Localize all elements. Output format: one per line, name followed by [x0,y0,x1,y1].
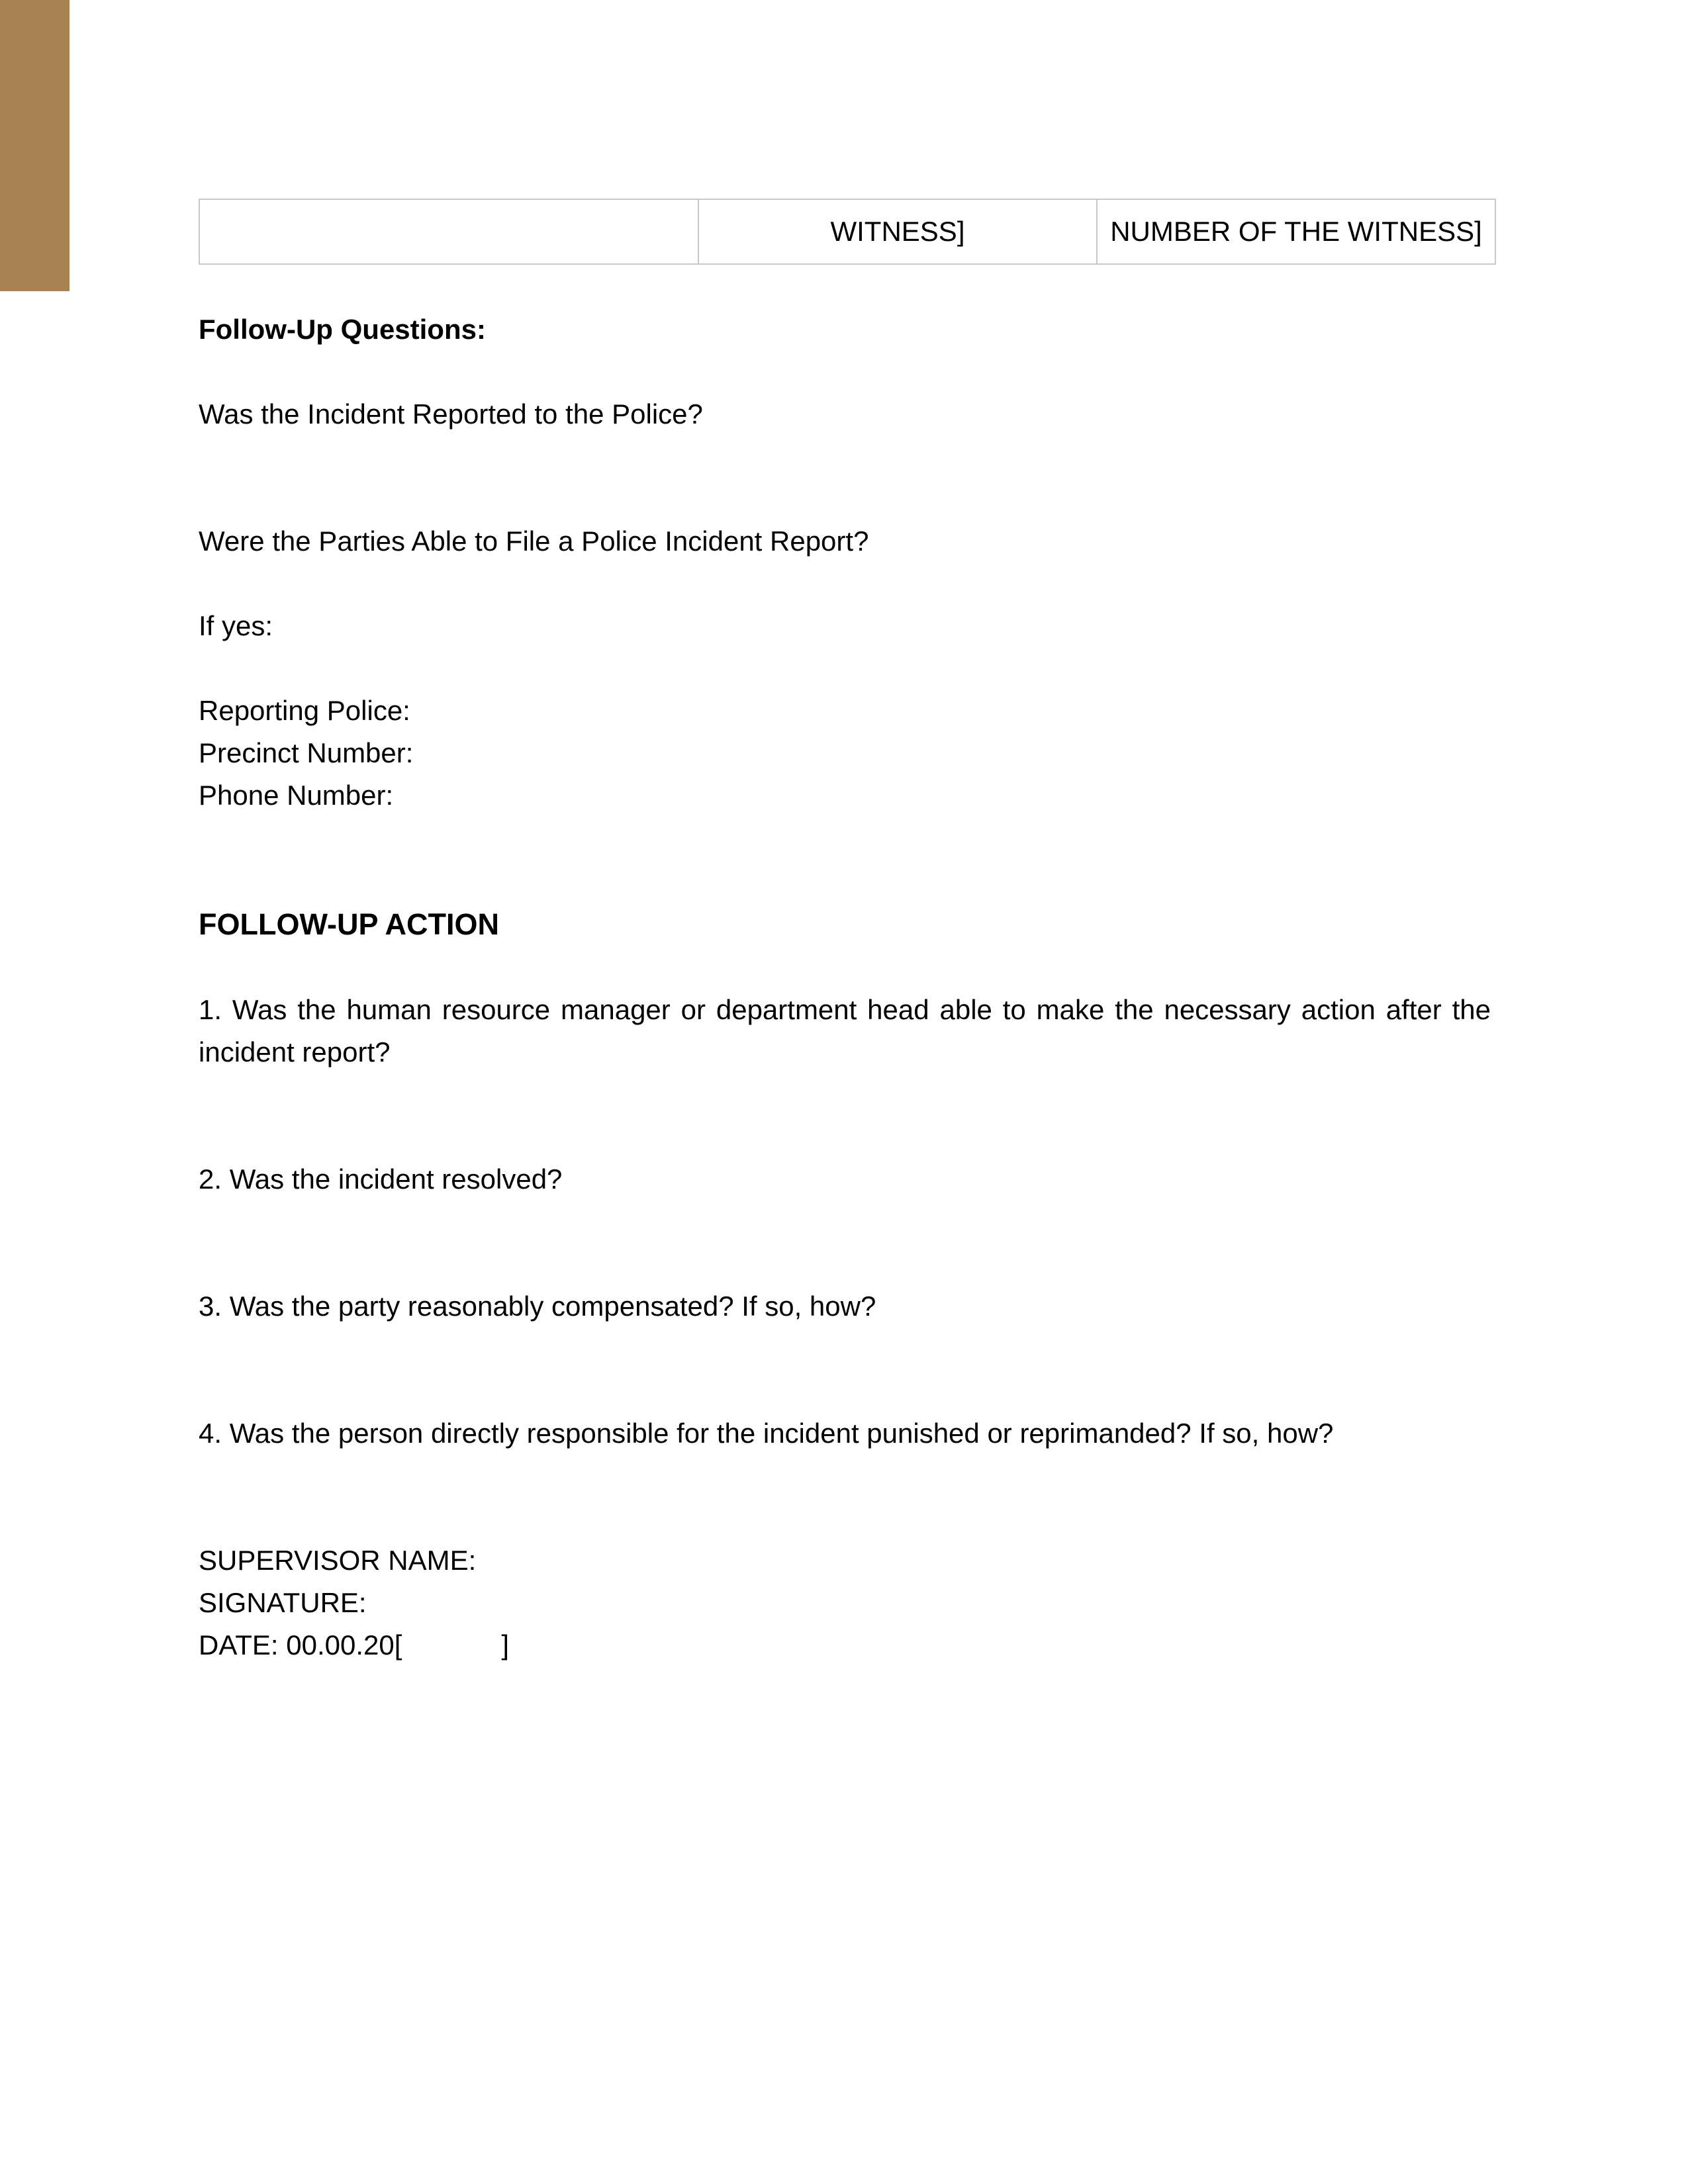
reporting-police-label: Reporting Police: [199,695,410,726]
supervisor-name-label: SUPERVISOR NAME: [199,1545,477,1576]
follow-up-questions-heading: Follow-Up Questions: [199,314,486,345]
table-cell-witness-number: NUMBER OF THE WITNESS] [1097,199,1495,264]
table-cell-witness: WITNESS] [698,199,1097,264]
action-question-3: 3. Was the party reasonably compensated? If so, how? [199,1291,876,1322]
table-cell-blank [199,199,698,264]
decorative-accent-bar [0,0,70,291]
date-suffix: ] [501,1629,510,1661]
precinct-number-label: Precinct Number: [199,737,414,768]
action-question-4: 4. Was the person directly responsible for the incident punished or reprimanded? If so, how? [199,1418,1334,1449]
if-yes-label: If yes: [199,610,273,641]
action-question-2: 2. Was the incident resolved? [199,1163,563,1195]
date-prefix: DATE: 00.00.20[ [199,1629,402,1661]
question-reported-to-police: Was the Incident Reported to the Police? [199,398,703,430]
follow-up-action-heading: FOLLOW-UP ACTION [199,907,500,941]
document-page [199,199,1491,1661]
phone-number-label: Phone Number: [199,780,394,811]
signature-label: SIGNATURE: [199,1587,367,1618]
action-question-1: 1. Was the human resource manager or department head able to make the necessary action after the incident report? [199,994,1491,1068]
date-line [199,1624,509,1666]
question-file-police-report: Were the Parties Able to File a Police Incident Report? [199,525,869,557]
table-row [199,199,1495,264]
witness-table [199,199,1496,265]
